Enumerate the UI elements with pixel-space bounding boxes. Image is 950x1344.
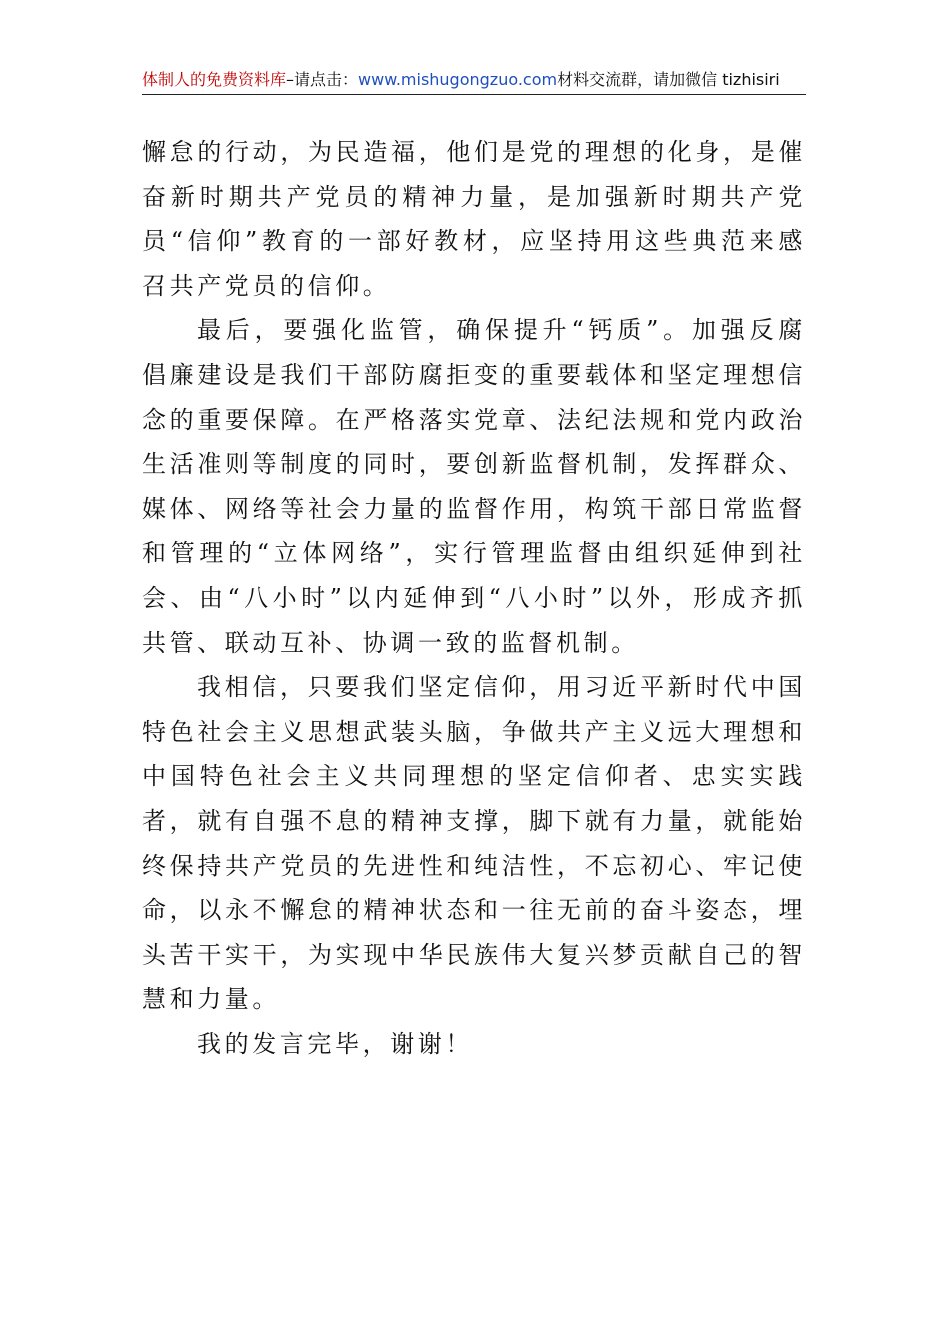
header-link[interactable]: www.mishugongzuo.com	[358, 70, 558, 89]
paragraph-supervision: 最后，要强化监管，确保提升“钙质”。加强反腐倡廉建设是我们干部防腐拒变的重要载体和坚定理想信念的重要保障。在严格落实党章、法纪法规和党内政治生活准则等制度的同时，要创新监督机制，发挥群众、媒体、网络等社会力量的监督作用，构筑干部日常监督和管理的“立体网络”，实行管理监督由组织延伸到社会、由“八小时”以内延伸到“八小时”以外，形成齐抓共管、联动互补、协调一致的监督机制。	[142, 316, 806, 657]
header-separator: –请点击：	[286, 70, 359, 89]
page-header	[142, 66, 806, 95]
header-brand: 体制人的免费资料库	[142, 70, 287, 89]
paragraph-closing: 我的发言完毕，谢谢！	[197, 1029, 473, 1058]
paragraph-belief: 我相信，只要我们坚定信仰，用习近平新时代中国特色社会主义思想武装头脑，争做共产主义远大理想和中国特色社会主义共同理想的坚定信仰者、忠实实践者，就有自强不息的精神支撑，脚下就有力量，就能始终保持共产党员的先进性和纯洁性，不忘初心、牢记使命，以永不懈怠的精神状态和一往无前的奋斗姿态，埋头苦干实干，为实现中华民族伟大复兴梦贡献自己的智慧和力量。	[142, 673, 806, 1014]
paragraph-continuation: 懈怠的行动，为民造福，他们是党的理想的化身，是催奋新时期共产党员的精神力量，是加强新时期共产党员“信仰”教育的一部好教材，应坚持用这些典范来感召共产党员的信仰。	[142, 138, 806, 300]
document-body	[142, 130, 806, 1066]
header-tail: 材料交流群，请加微信 tizhisiri	[557, 70, 780, 89]
